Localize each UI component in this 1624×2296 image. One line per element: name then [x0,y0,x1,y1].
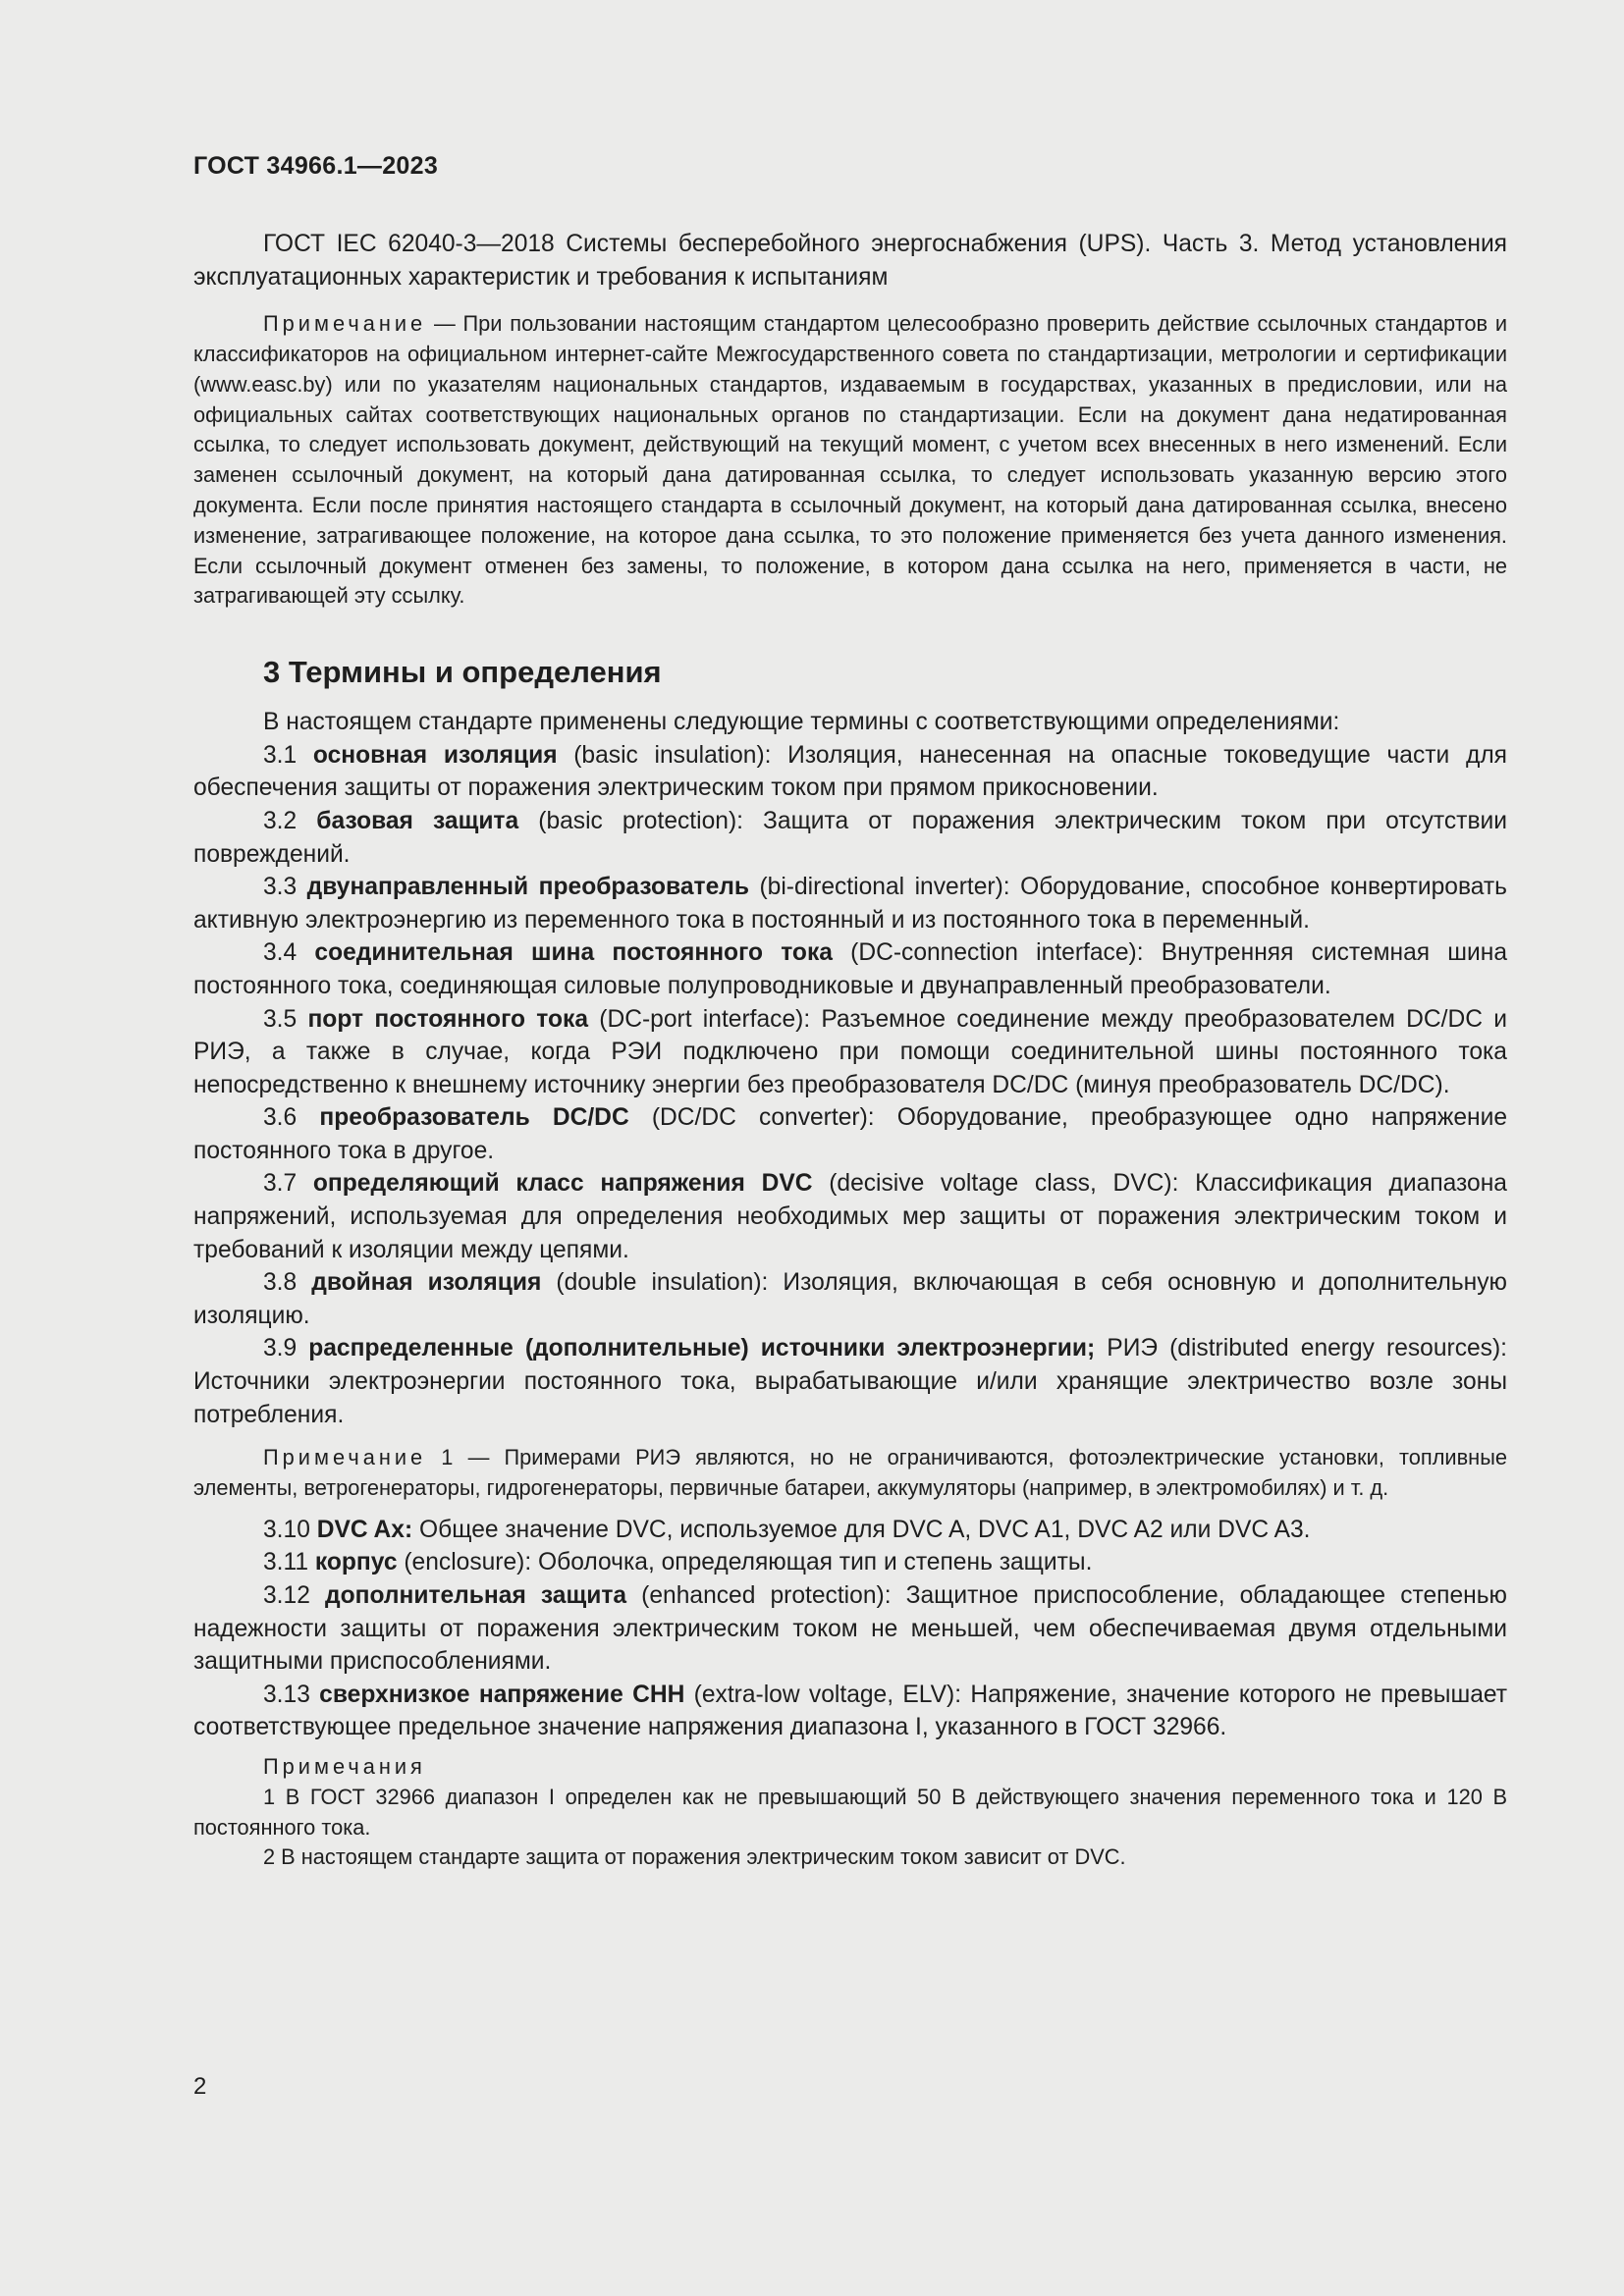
term-definition: (basic insulation): Изоляция, нанесенная на опасные токоведущие части для обеспечения защиты от поражения электрическим током при прямом прикосновении. [193,741,1507,802]
term-name: дополнительная защита [324,1582,627,1609]
term-name: сверхнизкое напряжение СНН [319,1681,685,1708]
note-item-2: 2 В настоящем стандарте защита от поражения электрическим током зависит от DVC. [263,1844,1126,1870]
term-3-12 [193,1579,1507,1679]
page-number: 2 [193,2073,207,2100]
term-3-3 [193,871,1507,936]
term-3-8 [193,1266,1507,1332]
term-3-2 [193,805,1507,871]
note-label: Примечание [263,1445,427,1470]
term-number: 3.12 [263,1582,325,1609]
term-definition: (enclosure): Оболочка, определяющая тип и степень защиты. [397,1549,1093,1576]
term-number: 3.1 [263,741,313,769]
term-number: 3.7 [263,1170,313,1198]
term-definition: Общее значение DVC, используемое для DVC A, DVC A1, DVC A2 или DVC A3. [412,1516,1311,1543]
term-definition: (double insulation): Изоляция, включающая в себя основную и дополнительную изоляцию. [193,1269,1507,1329]
term-3-4 [193,936,1507,1002]
term-definition: (basic protection): Защита от поражения электрическим током при отсутствии повреждений. [193,807,1507,868]
term-3-11 [193,1546,1507,1579]
term-3-10 [193,1514,1507,1547]
notes-label: Примечания [263,1753,426,1779]
note-1-paragraph [193,1443,1507,1504]
term-definition: (extra-low voltage, ELV): Напряжение, значение которого не превышает соответствующее предельное значение напряжения диапазона I, указанного в ГОСТ 32966. [193,1681,1507,1741]
reference-gost-iec-62040-3: ГОСТ IEC 62040-3—2018 Системы бесперебойного энергоснабжения (UPS). Часть 3. Метод установления эксплуатационных характеристик и требования к испытаниям [193,231,1507,291]
term-name: двойная изоляция [311,1269,542,1297]
note-label: Примечание [263,311,427,337]
term-name: преобразователь DC/DC [319,1104,629,1132]
term-number: 3.2 [263,807,317,834]
note-text: 1 — Примерами РИЭ являются, но не ограничиваются, фотоэлектрические установки, топливные элементы, ветрогенераторы, гидрогенераторы, первичные батареи, аккумуляторы (например, в электромобилях) и т. д. [193,1445,1507,1501]
term-number: 3.3 [263,874,307,901]
term-name: распределенные (дополнительные) источники электроэнергии; [308,1335,1096,1362]
term-name: DVC Ax: [316,1516,413,1543]
term-definition: (DC-port interface): Разъемное соединение между преобразователем DC/DC и РИЭ, а также в случае, когда РЭИ подключено при помощи соединительной шины постоянного тока непосредственно к внешнему источнику энергии без преобразователя DC/DC (минуя преобразователь DC/DC). [193,1005,1507,1098]
term-3-7 [193,1167,1507,1266]
term-number: 3.10 [263,1516,317,1543]
term-name: порт постоянного тока [307,1005,588,1033]
section-heading: 3 Термины и определения [263,655,662,690]
term-number: 3.9 [263,1335,309,1362]
section-intro: В настоящем стандарте применены следующие термины с соответствующими определениями: [263,709,1340,736]
term-definition: (DC-connection interface): Внутренняя системная шина постоянного тока, соединяющая силовые полупроводниковые и двунаправленный преобразователи. [193,939,1507,999]
term-name: базовая защита [316,807,519,834]
term-definition: (DC/DC converter): Оборудование, преобразующее одно напряжение постоянного тока в другое. [193,1104,1507,1164]
term-name: двунаправленный преобразователь [306,874,749,901]
note-paragraph [193,309,1507,612]
term-3-1 [193,739,1507,805]
term-number: 3.8 [263,1269,312,1297]
note-text: — При пользовании настоящим стандартом целесообразно проверить действие ссылочных стандартов и классификаторов на официальном интернет-сайте Межгосударственного совета по стандартизации, метрологии и сертификации (www.easc.by) или по указателям национальных стандартов, издаваемым в государствах, указанных в предисловии, или на официальных сайтах соответствующих национальных органов по стандартизации. Если на документ дана недатированная ссылка, то следует использовать документ, действующий на текущий момент, с учетом всех внесенных в него изменений. Если заменен ссылочный документ, на который дана датированная ссылка, то следует использовать указанную версию этого документа. Если после принятия настоящего стандарта в ссылочный документ, на который дана датированная ссылка, внесено изменение, затрагивающее положение, на которое дана ссылка, то это положение применяется без учета данного изменения. Если ссылочный документ отменен без замены, то положение, в котором дана ссылка на него, применяется в части, не затрагивающей эту ссылку. [193,311,1507,609]
term-number: 3.5 [263,1005,308,1033]
term-3-13 [193,1679,1507,1744]
term-name: определяющий класс напряжения DVC [312,1170,813,1198]
term-number: 3.4 [263,939,315,967]
term-3-6 [193,1101,1507,1167]
term-definition: (enhanced protection): Защитное приспособление, обладающее степенью надежности защиты от поражения электрическим током не меньшей, чем обеспечиваемая двумя отдельными защитными приспособлениями. [193,1582,1507,1676]
term-name: основная изоляция [312,741,558,769]
term-definition: (bi-directional inverter): Оборудование, способное конвертировать активную электроэнергию из переменного тока в постоянный и из постоянного тока в переменный. [193,874,1507,934]
term-3-5 [193,1003,1507,1102]
term-definition: (decisive voltage class, DVC): Классификация диапазона напряжений, используемая для определения необходимых мер защиты от поражения электрическим током и требований к изоляции между цепями. [193,1170,1507,1263]
term-number: 3.13 [263,1681,320,1708]
term-name: корпус [314,1549,398,1576]
note-item-1: 1 В ГОСТ 32966 диапазон I определен как не превышающий 50 В действующего значения переменного тока и 120 В постоянного тока. [193,1784,1507,1840]
term-definition: РИЭ (distributed energy resources): Источники электроэнергии постоянного тока, вырабатывающие и/или хранящие электричество возле зоны потребления. [193,1335,1508,1428]
page-content [193,228,1507,1873]
document-header: ГОСТ 34966.1—2023 [193,152,439,180]
term-number: 3.6 [263,1104,320,1132]
term-number: 3.11 [263,1549,315,1576]
term-3-9 [193,1332,1507,1431]
term-name: соединительная шина постоянного тока [314,939,833,967]
